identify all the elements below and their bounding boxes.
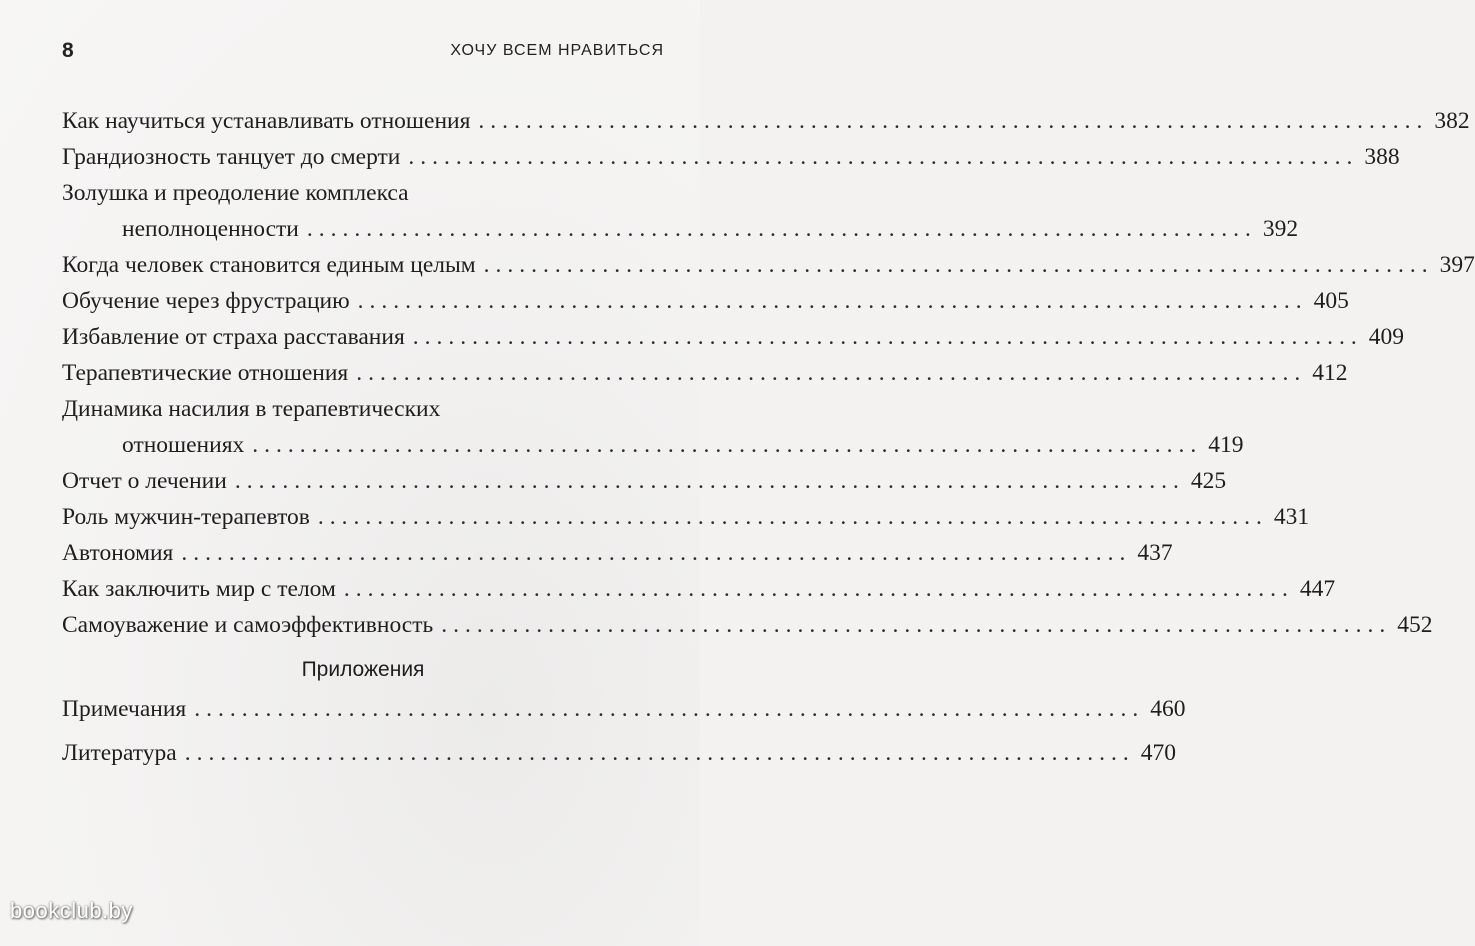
toc-entry-page: 425	[1190, 468, 1227, 494]
toc-entry-line	[62, 571, 1336, 607]
toc-main-list	[62, 103, 1475, 643]
leader-dots: ................................................................................	[441, 612, 1392, 638]
leader-dots: ................................................................................	[343, 576, 1294, 602]
toc-entry-title-continued: неполноценности	[122, 216, 299, 242]
toc-entry-line	[62, 247, 1475, 283]
toc-entry-title: Роль мужчин-терапевтов	[62, 504, 310, 530]
toc-entry-page: 452	[1397, 612, 1433, 638]
toc-entry-line	[62, 283, 1349, 319]
toc-entry-page: 470	[1140, 740, 1176, 766]
toc-entry-page: 460	[1150, 696, 1186, 722]
toc-entry-title: Когда человек становится единым целым	[62, 252, 476, 278]
leader-dots: ................................................................................	[408, 144, 1359, 170]
toc-entry-title: Динамика насилия в терапевтических	[62, 396, 441, 422]
toc-entry-page: 409	[1368, 324, 1404, 350]
toc-entry-page: 397	[1439, 252, 1475, 278]
leader-dots: ................................................................................	[194, 696, 1145, 722]
table-of-contents	[62, 103, 1475, 771]
toc-entry-page: 412	[1312, 360, 1348, 386]
toc-entry-line	[62, 691, 1186, 727]
leader-dots: ................................................................................	[252, 432, 1203, 458]
appendix-title: Приложения	[301, 658, 425, 681]
leader-dots: ................................................................................	[483, 252, 1434, 278]
toc-entry-title: Литература	[62, 740, 177, 766]
toc-entry-page: 388	[1364, 144, 1400, 170]
leader-dots: ................................................................................	[181, 540, 1132, 566]
toc-entry-title: Примечания	[62, 696, 187, 722]
toc-entry-page: 419	[1208, 432, 1244, 458]
toc-entry-line	[62, 463, 1227, 499]
leader-dots: ................................................................................	[306, 216, 1257, 242]
toc-entry-line	[62, 427, 1244, 463]
toc-entry-page: 431	[1273, 504, 1310, 530]
leader-dots: ................................................................................	[357, 288, 1308, 314]
toc-entry-title: Избавление от страха расставания	[62, 324, 405, 350]
toc-entry-line	[62, 607, 1433, 643]
leader-dots: ................................................................................	[317, 504, 1268, 530]
toc-entry-title: Терапевтические отношения	[62, 360, 349, 386]
leader-dots: ................................................................................	[356, 360, 1307, 386]
toc-entry-line	[62, 391, 664, 427]
toc-appendix-list	[62, 691, 1186, 771]
toc-entry-line	[62, 103, 1470, 139]
watermark-logo: bookclub.by	[10, 898, 133, 923]
toc-entry-title: Как заключить мир с телом	[62, 576, 336, 602]
toc-entry-line	[62, 355, 1348, 391]
toc-entry-title: Самоуважение и самоэффективность	[62, 612, 434, 638]
toc-entry-page: 405	[1313, 288, 1349, 314]
toc-entry-title: Как научиться устанавливать отношения	[62, 108, 471, 134]
leader-dots: ................................................................................	[234, 468, 1185, 494]
toc-entry-title: Обучение через фрустрацию	[62, 288, 350, 314]
toc-entry-line	[62, 139, 1400, 175]
toc-entry-line	[62, 535, 1173, 571]
toc-entry-title-continued: отношениях	[122, 432, 245, 458]
toc-entry-line	[62, 735, 1176, 771]
toc-entry-line	[62, 175, 664, 211]
toc-entry-page: 437	[1137, 540, 1173, 566]
toc-entry-page: 447	[1299, 576, 1336, 602]
toc-entry-title: Отчет о лечении	[62, 468, 227, 494]
toc-entry-title: Золушка и преодоление комплекса	[62, 180, 409, 206]
page-number: 8	[62, 39, 74, 62]
toc-entry-page: 392	[1262, 216, 1299, 242]
leader-dots: ................................................................................	[412, 324, 1363, 350]
leader-dots: ................................................................................	[478, 108, 1429, 134]
toc-entry-title: Грандиозность танцует до смерти	[62, 144, 401, 170]
leader-dots: ................................................................................	[184, 740, 1135, 766]
toc-entry-page: 382	[1434, 108, 1470, 134]
toc-entry-line	[62, 319, 1404, 355]
toc-entry-line	[62, 211, 1299, 247]
running-title: ХОЧУ ВСЕМ НРАВИТЬСЯ	[450, 42, 664, 59]
toc-entry-title: Автономия	[62, 540, 174, 566]
toc-entry-line	[62, 499, 1310, 535]
